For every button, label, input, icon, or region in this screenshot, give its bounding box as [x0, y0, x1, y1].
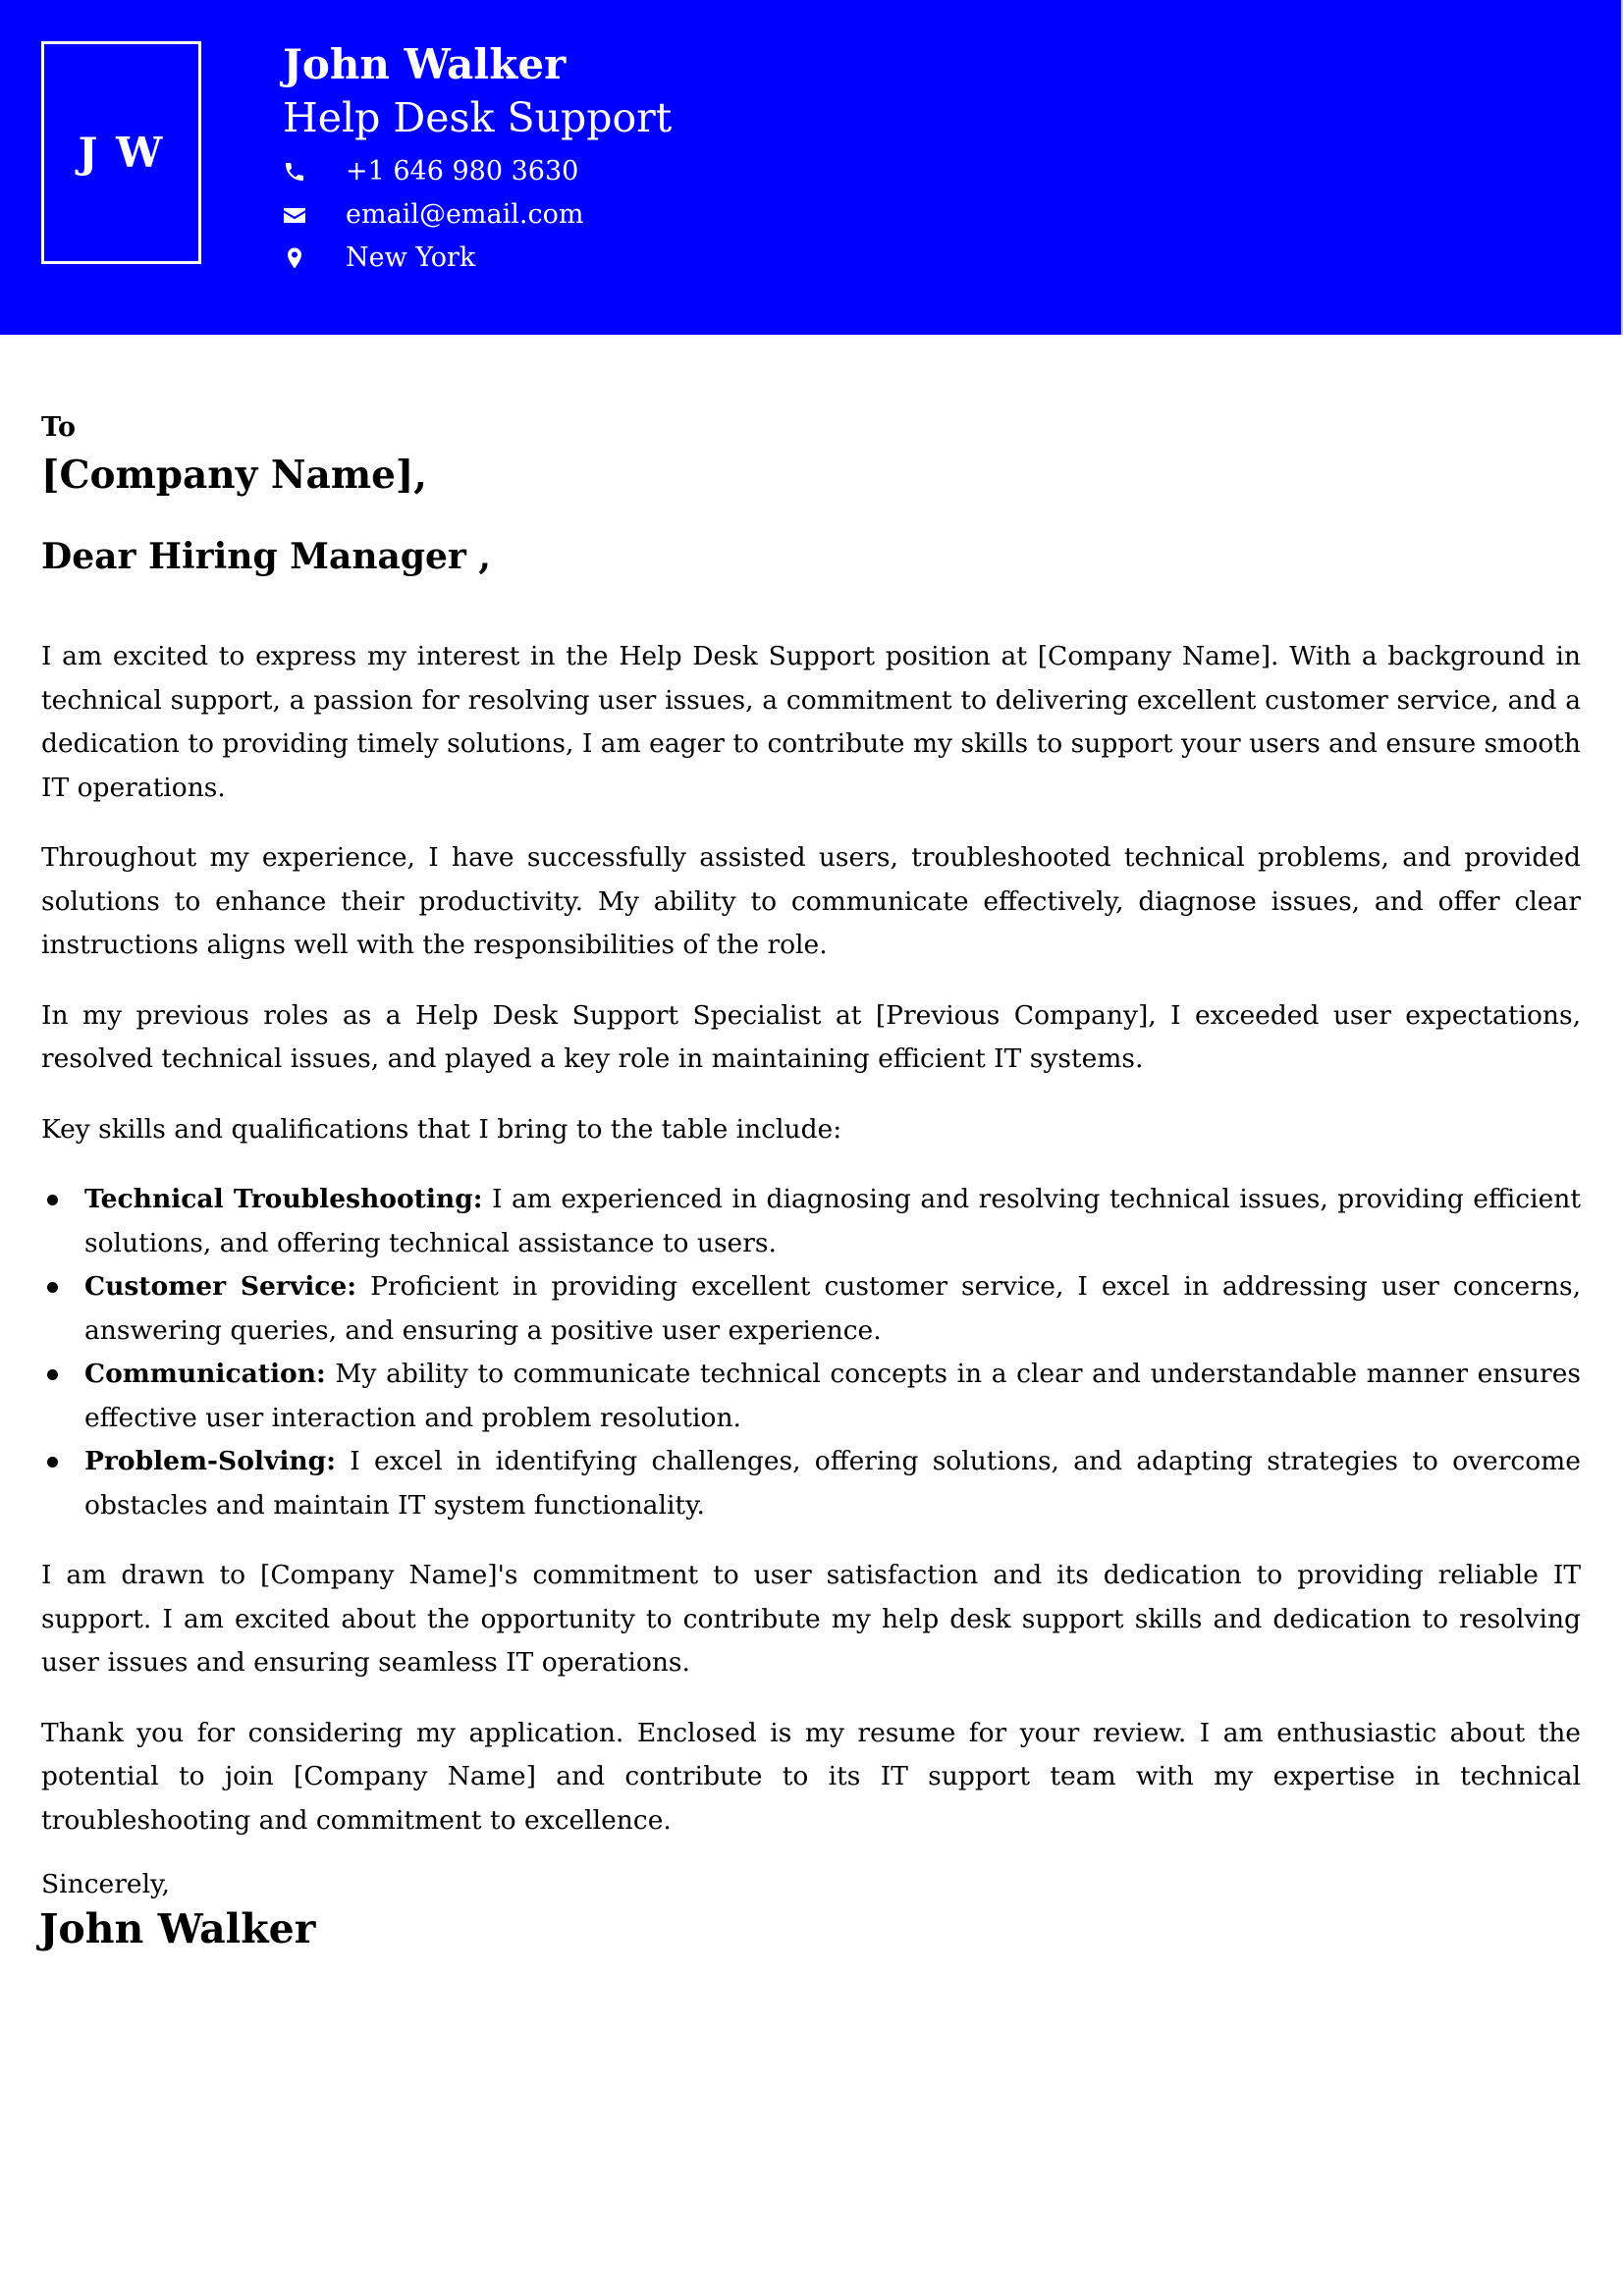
signature-name: John Walker	[39, 1905, 316, 1952]
skills-list	[41, 1178, 1581, 1527]
phone-icon	[283, 160, 306, 184]
experience-paragraph: Throughout my experience, I have successfully assisted users, troubleshooted technical problems, and provided solutions to enhance their productivity. My ability to communicate effectively, diagnose issues, and offer clear instructions aligns well with the responsibilities of the role.	[41, 842, 1581, 960]
skill-text: I am experienced in diagnosing and resolving technical issues, providing efficient solutions, and offering technical assistance to users.	[84, 1184, 1581, 1258]
skill-title: Customer Service:	[84, 1271, 357, 1302]
contact-email	[283, 195, 970, 235]
location: New York	[346, 242, 476, 273]
bullet-icon	[47, 1195, 58, 1205]
envelope-icon	[283, 203, 306, 227]
contact-phone	[283, 152, 970, 191]
email-address: email@email.com	[346, 199, 584, 230]
bullet-icon	[47, 1369, 58, 1380]
skill-item	[84, 1353, 1581, 1440]
letter-body	[41, 635, 1581, 1869]
skill-item	[84, 1440, 1581, 1527]
to-label: To	[41, 412, 77, 443]
phone-number: +1 646 980 3630	[346, 156, 579, 187]
skill-item	[84, 1265, 1581, 1353]
company-interest-paragraph: I am drawn to [Company Name]'s commitment to user satisfaction and its dedication to providing reliable IT support. I am excited about the opportunity to contribute my help desk support skills and dedication to resolving user issues and ensuring seamless IT operations.	[41, 1560, 1581, 1678]
intro-paragraph: I am excited to express my interest in the Help Desk Support position at [Company Name]. With a background in technical support, a passion for resolving user issues, a commitment to delivering excellent customer service, and a dedication to providing timely solutions, I am eager to contribute my skills to support your users and ensure smooth IT operations.	[41, 641, 1581, 803]
monogram: J W	[41, 41, 201, 264]
contact-location	[283, 239, 970, 278]
skill-text: My ability to communicate technical concepts in a clear and understandable manner ensures effective user interaction and problem resolution.	[84, 1359, 1581, 1433]
applicant-name: John Walker	[283, 40, 567, 88]
header-banner	[0, 0, 1623, 335]
map-pin-icon	[283, 246, 306, 270]
skill-title: Problem-Solving:	[84, 1446, 336, 1476]
skill-text: Proficient in providing excellent customer service, I excel in addressing user concerns, answering queries, and ensuring a positive user experience.	[84, 1271, 1581, 1346]
skills-intro-paragraph: Key skills and qualifications that I bring to the table include:	[41, 1113, 842, 1145]
skill-title: Communication:	[84, 1359, 326, 1389]
bullet-icon	[47, 1282, 58, 1293]
skill-title: Technical Troubleshooting:	[84, 1184, 483, 1214]
skill-text: I excel in identifying challenges, offering solutions, and adapting strategies to overcome obstacles and maintain IT system functionality.	[84, 1446, 1581, 1521]
previous-role-paragraph: In my previous roles as a Help Desk Support Specialist at [Previous Company], I exceeded user expectations, resolved technical issues, and played a key role in maintaining efficient IT systems.	[41, 999, 1581, 1074]
sign-off: Sincerely,	[41, 1869, 170, 1899]
company-name: [Company Name],	[41, 453, 427, 498]
thank-you-paragraph: Thank you for considering my application. Enclosed is my resume for your review. I am enthusiastic about the potential to join [Company Name] and contribute to its IT support team with my expertise in technical troubleshooting and commitment to excellence.	[41, 1717, 1581, 1836]
job-title: Help Desk Support	[283, 94, 673, 141]
bullet-icon	[47, 1457, 58, 1468]
skill-item	[84, 1178, 1581, 1265]
salutation: Dear Hiring Manager ,	[41, 536, 491, 577]
